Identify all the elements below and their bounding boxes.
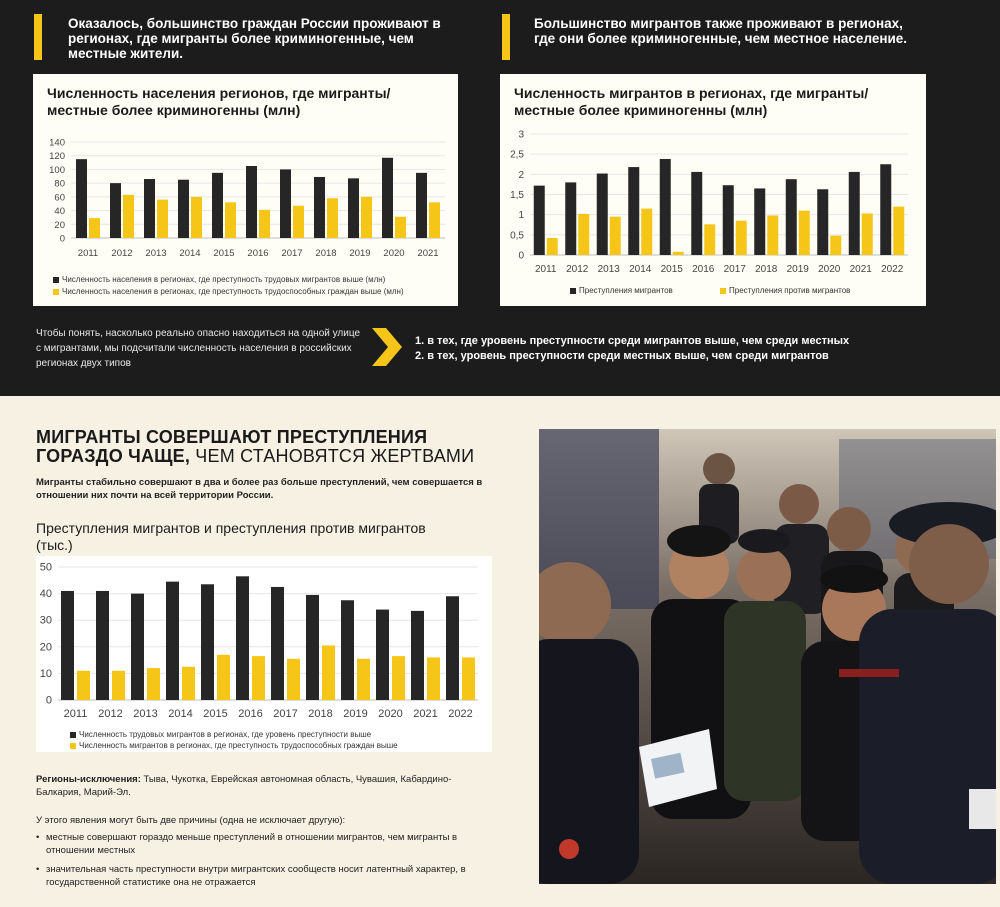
accent-bar	[34, 14, 42, 60]
accent-bar	[502, 14, 510, 60]
dark-section	[0, 0, 1000, 396]
bar-dark	[416, 173, 427, 238]
bar-yellow	[217, 655, 230, 700]
section-heading	[36, 428, 516, 466]
bar-yellow	[673, 252, 684, 255]
bar-yellow	[830, 236, 841, 255]
bar-dark	[96, 591, 109, 700]
bar-dark	[178, 180, 189, 238]
bar-yellow	[77, 671, 90, 700]
y-tick-label: 80	[54, 178, 65, 190]
x-tick-label: 2014	[179, 248, 201, 259]
x-tick-label: 2017	[273, 708, 298, 720]
x-tick-label: 2020	[818, 264, 841, 275]
bar-yellow	[191, 197, 202, 238]
y-tick-label: 0	[518, 250, 524, 262]
bar-yellow	[578, 214, 589, 255]
bar-dark	[534, 186, 545, 255]
bar-dark	[144, 179, 155, 238]
x-tick-label: 2021	[413, 708, 438, 720]
bar-dark	[131, 594, 144, 700]
bar-yellow	[361, 197, 372, 238]
legend-label: Численность населения в регионах, где преступность трудоспособных граждан выше (млн)	[62, 287, 404, 296]
x-tick-label: 2011	[77, 248, 99, 259]
reasons-list	[36, 831, 496, 889]
bar-yellow	[862, 213, 873, 255]
y-tick-label: 1,5	[510, 190, 524, 201]
x-tick-label: 2014	[168, 708, 193, 720]
bar-yellow	[322, 645, 335, 700]
x-tick-label: 2017	[723, 264, 746, 275]
bar-dark	[166, 582, 179, 700]
bar-dark	[597, 174, 608, 255]
bar-yellow	[293, 206, 304, 238]
bar-dark	[660, 159, 671, 255]
legend-swatch-dark	[53, 277, 59, 283]
y-tick-label: 2,5	[510, 149, 524, 161]
list-item: 1. в тех, где уровень преступности среди мигрантов выше, чем среди местных	[415, 335, 850, 347]
exclusions-list: Тыва, Чукотка, Еврейская автономная область, Чувашия, Кабардино-Балкария, Марий-Эл.	[36, 774, 452, 798]
bar-yellow	[799, 211, 810, 255]
chart2-title: Численность мигрантов в регионах, где мигранты/ местные более криминогенны (млн)	[514, 85, 869, 118]
bar-dark	[348, 178, 359, 238]
legend-label: Численность мигрантов в регионах, где преступность трудоспособных граждан выше	[79, 741, 398, 750]
region-types-list	[415, 334, 849, 364]
bar-dark	[314, 177, 325, 238]
x-tick-label: 2018	[308, 708, 333, 720]
x-tick-label: 2018	[315, 248, 337, 259]
bar-yellow	[147, 668, 160, 700]
list-item: 2. в тех, уровень преступности среди местных выше, чем среди мигрантов	[415, 350, 829, 362]
y-tick-label: 20	[39, 641, 52, 654]
y-tick-label: 0	[59, 233, 65, 245]
exclusions-text	[36, 773, 496, 799]
chart1-svg	[33, 74, 458, 306]
x-tick-label: 2016	[692, 264, 715, 275]
y-tick-label: 40	[54, 206, 65, 218]
legend-swatch-yellow	[70, 743, 76, 749]
bar-yellow	[610, 217, 621, 255]
x-tick-label: 2018	[755, 264, 778, 275]
bar-yellow	[767, 215, 778, 255]
x-tick-label: 2014	[629, 264, 652, 275]
y-tick-label: 2	[518, 169, 524, 181]
bar-yellow	[704, 224, 715, 255]
bar-dark	[565, 182, 576, 255]
legend-swatch-dark	[570, 288, 576, 294]
x-tick-label: 2019	[343, 708, 368, 720]
bar-yellow	[112, 671, 125, 700]
y-tick-label: 100	[49, 164, 65, 176]
x-tick-label: 2015	[203, 708, 228, 720]
y-tick-label: 0	[45, 694, 52, 707]
bar-yellow	[252, 656, 265, 700]
bar-yellow	[225, 202, 236, 238]
bar-dark	[376, 610, 389, 700]
y-tick-label: 140	[49, 137, 65, 149]
chart3-title: Преступления мигрантов и преступления против мигрантов (тыс.)	[36, 520, 426, 553]
x-tick-label: 2017	[281, 248, 303, 259]
chart2-legend-1	[570, 286, 673, 295]
chevron-right-icon	[368, 326, 404, 368]
reasons-block	[36, 814, 496, 895]
bar-yellow	[736, 221, 747, 255]
bar-dark	[280, 169, 291, 238]
x-tick-label: 2013	[597, 264, 620, 275]
heading-bold: МИГРАНТЫ СОВЕРШАЮТ ПРЕСТУПЛЕНИЯ ГОРАЗДО ЧАЩЕ,	[36, 427, 428, 466]
x-tick-label: 2012	[98, 708, 123, 720]
bar-yellow	[462, 657, 475, 700]
bar-yellow	[157, 200, 168, 238]
y-tick-label: 50	[39, 561, 52, 574]
heading-rest: ЧЕМ СТАНОВЯТСЯ ЖЕРТВАМИ	[190, 446, 475, 466]
x-tick-label: 2016	[238, 708, 263, 720]
bar-dark	[236, 576, 249, 700]
bar-yellow	[123, 195, 134, 238]
chart3-panel	[36, 556, 492, 752]
bar-dark	[849, 172, 860, 255]
y-tick-label: 10	[39, 667, 52, 680]
exclusions-label: Регионы-исключения:	[36, 774, 141, 785]
bar-dark	[411, 611, 424, 700]
y-tick-label: 40	[39, 588, 52, 601]
x-tick-label: 2020	[378, 708, 403, 720]
x-tick-label: 2013	[133, 708, 158, 720]
bar-dark	[754, 188, 765, 255]
y-tick-label: 120	[49, 151, 65, 163]
legend-swatch-dark	[70, 732, 76, 738]
chart3-legend-2	[70, 741, 398, 750]
y-tick-label: 60	[54, 192, 65, 204]
left-headline: Оказалось, большинство граждан России проживают в регионах, где мигранты более криминогенные, чем местные жители.	[68, 16, 441, 61]
y-tick-label: 3	[518, 129, 524, 141]
bar-yellow	[259, 210, 270, 238]
chart1-title: Численность населения регионов, где мигранты/ местные более криминогенны (млн)	[47, 85, 391, 118]
bar-dark	[246, 166, 257, 238]
bar-yellow	[327, 198, 338, 238]
bar-yellow	[893, 207, 904, 255]
bar-dark	[201, 584, 214, 700]
x-tick-label: 2022	[881, 264, 904, 275]
legend-label: Численность трудовых мигрантов в регионах, где уровень преступности выше	[79, 730, 372, 739]
reasons-intro: У этого явления могут быть две причины (одна не исключает другую):	[36, 815, 346, 826]
x-tick-label: 2020	[383, 248, 405, 259]
y-tick-label: 20	[54, 219, 65, 231]
x-tick-label: 2019	[786, 264, 809, 275]
list-item: • значительная часть преступности внутри мигрантских сообществ носит латентный характер, в государственной статистике она не отражается	[36, 863, 496, 889]
bar-dark	[76, 159, 87, 238]
chart2-legend-2	[720, 286, 850, 295]
bar-yellow	[641, 209, 652, 255]
bar-dark	[341, 600, 354, 700]
bar-yellow	[547, 238, 558, 255]
bar-yellow	[287, 659, 300, 700]
x-tick-label: 2022	[448, 708, 473, 720]
bar-dark	[446, 596, 459, 700]
y-tick-label: 0,5	[510, 230, 524, 242]
intro-text: Чтобы понять, насколько реально опасно находиться на одной улице с мигрантами, мы подсчитали численность населения в российских регионах двух типов	[36, 328, 361, 369]
bar-yellow	[429, 202, 440, 238]
bar-dark	[306, 595, 319, 700]
x-tick-label: 2011	[534, 264, 557, 275]
x-tick-label: 2012	[566, 264, 589, 275]
bar-dark	[880, 164, 891, 255]
x-tick-label: 2021	[417, 248, 439, 259]
legend-swatch-yellow	[53, 289, 59, 295]
chart2-svg	[500, 74, 926, 306]
y-tick-label: 30	[39, 614, 52, 627]
bar-yellow	[395, 217, 406, 238]
police-check-photo	[539, 429, 996, 884]
x-tick-label: 2015	[213, 248, 235, 259]
bar-dark	[817, 189, 828, 255]
bar-dark	[212, 173, 223, 238]
bar-dark	[723, 185, 734, 255]
bar-dark	[628, 167, 639, 255]
bar-yellow	[89, 218, 100, 238]
legend-label: Численность населения в регионах, где преступность трудовых мигрантов выше (млн)	[62, 275, 386, 284]
chart3-legend-1	[70, 730, 371, 739]
x-tick-label: 2021	[849, 264, 872, 275]
legend-label: Преступления мигрантов	[579, 286, 673, 295]
x-tick-label: 2016	[247, 248, 269, 259]
legend-label: Преступления против мигрантов	[729, 286, 851, 295]
x-tick-label: 2015	[660, 264, 683, 275]
bar-yellow	[392, 656, 405, 700]
right-headline: Большинство мигрантов также проживают в регионах, где они более криминогенные, чем местное население.	[534, 16, 908, 46]
lead-text: Мигранты стабильно совершают в два и более раз больше преступлений, чем совершается в отношении них почти на всей территории России.	[36, 477, 483, 501]
y-tick-label: 1	[518, 210, 524, 222]
chart1-legend-1	[53, 275, 385, 284]
list-item: • местные совершают гораздо меньше преступлений в отношении мигрантов, чем мигранты в отношении местных	[36, 831, 496, 857]
bar-dark	[61, 591, 74, 700]
bar-dark	[271, 587, 284, 700]
x-tick-label: 2012	[111, 248, 133, 259]
chart2-panel	[500, 74, 926, 306]
chart1-panel	[33, 74, 458, 306]
bar-dark	[382, 158, 393, 238]
x-tick-label: 2013	[145, 248, 167, 259]
bar-dark	[110, 183, 121, 238]
bar-yellow	[182, 667, 195, 700]
bar-dark	[691, 172, 702, 255]
bar-dark	[786, 179, 797, 255]
legend-swatch-yellow	[720, 288, 726, 294]
x-tick-label: 2019	[349, 248, 371, 259]
x-tick-label: 2011	[63, 708, 88, 720]
chart3-svg	[36, 556, 492, 752]
bar-yellow	[427, 657, 440, 700]
bar-yellow	[357, 659, 370, 700]
chart1-legend-2	[53, 287, 404, 296]
